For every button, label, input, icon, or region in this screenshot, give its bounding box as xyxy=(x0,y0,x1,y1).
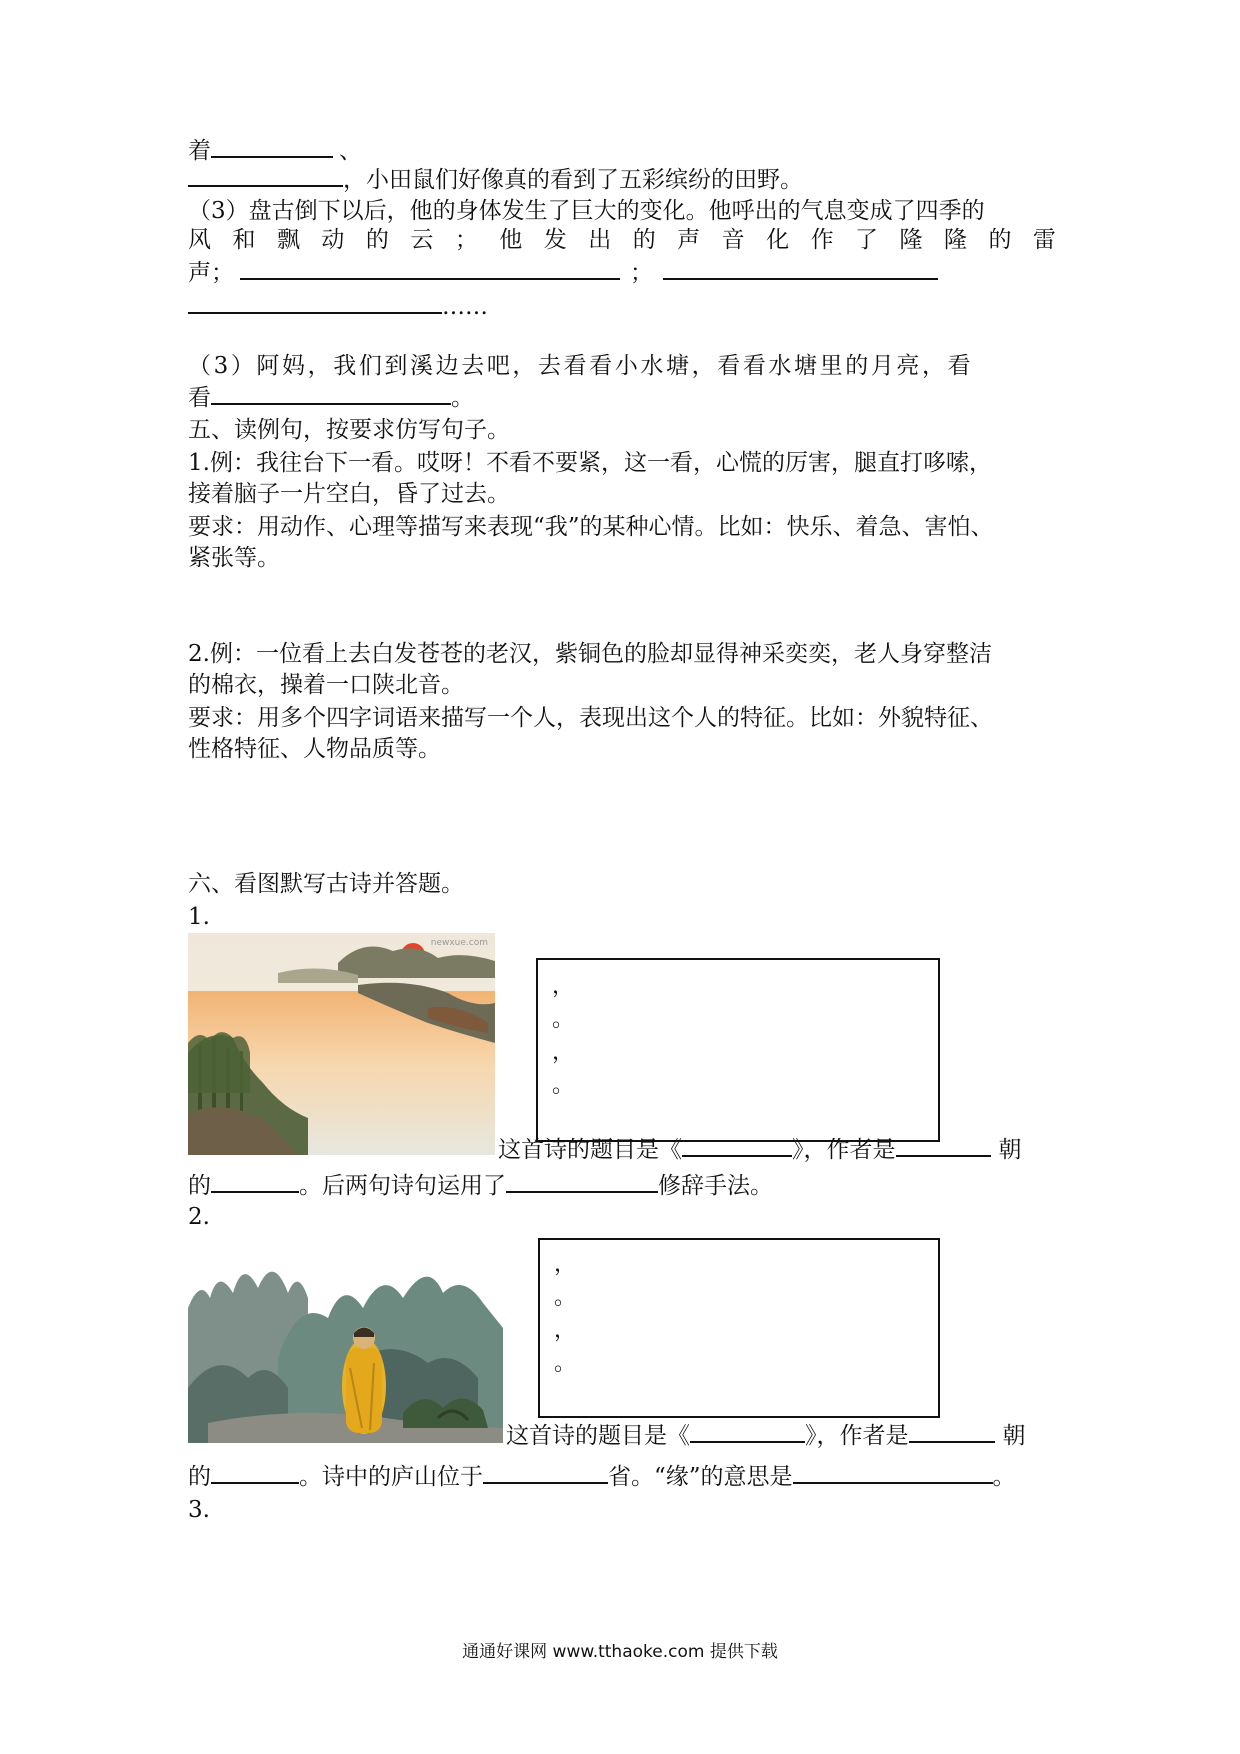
spaced-char: 隆 xyxy=(943,227,967,253)
requirement-text: 紧张等。 xyxy=(188,545,280,571)
period-mark: 。 xyxy=(554,1351,577,1376)
answer-blank[interactable] xyxy=(211,381,451,405)
title-blank[interactable] xyxy=(690,1419,805,1443)
poem2-question-line-b xyxy=(188,1460,1016,1493)
comma-mark: ， xyxy=(554,1318,577,1343)
spaced-char: 和 xyxy=(232,227,256,253)
example-text: 接着脑子一片空白，昏了过去。 xyxy=(188,481,510,507)
requirement-text: 要求：用动作、心理等描写来表现“我”的某种心情。比如：快乐、着急、害怕、 xyxy=(188,514,994,540)
period-mark: 。 xyxy=(554,1285,577,1310)
text: 。 xyxy=(992,1464,1016,1490)
text: 这首诗的题目是《 xyxy=(498,1137,682,1163)
text: 修辞手法。 xyxy=(658,1173,773,1199)
fill-line-2 xyxy=(188,163,803,196)
text: 着 xyxy=(188,138,211,164)
fill-line-3 xyxy=(188,256,938,289)
title-blank[interactable] xyxy=(682,1133,792,1157)
text: 看 xyxy=(188,385,211,411)
dynasty-blank[interactable] xyxy=(909,1419,995,1443)
footer-text: 通通好课网 www.tthaoke.com 提供下载 xyxy=(462,1642,778,1662)
section-title: 六、看图默写古诗并答题。 xyxy=(188,871,464,897)
text: 。后两句诗句运用了 xyxy=(299,1173,506,1199)
question-text: （3）盘古倒下以后，他的身体发生了巨大的变化。他呼出的气息变成了四季的 xyxy=(188,198,985,224)
text: ，小田鼠们好像真的看到了五彩缤纷的田野。 xyxy=(343,167,803,193)
text: ； xyxy=(630,260,653,286)
text: 》，作者是 xyxy=(805,1423,909,1449)
text: …… xyxy=(442,294,488,320)
text: 。 xyxy=(451,385,474,411)
poem2-question-line-a xyxy=(506,1419,1026,1452)
comma-mark: ， xyxy=(554,1252,577,1277)
lake-sunset-painting xyxy=(188,933,495,1155)
poem-answer-box-1[interactable] xyxy=(536,958,940,1142)
example-text: 1.例：我往台下一看。哎呀！不看不要紧，这一看，心慌的厉害，腿直打哆嗦， xyxy=(188,450,992,476)
answer-blank[interactable] xyxy=(240,256,620,280)
answer-blank[interactable] xyxy=(211,134,333,158)
spaced-char: 云 xyxy=(410,227,434,253)
fill-line-4 xyxy=(188,290,488,323)
answer-blank[interactable] xyxy=(188,290,442,314)
question-number: 1. xyxy=(188,904,210,930)
comma-mark: ， xyxy=(552,1040,575,1065)
spaced-char: 的 xyxy=(988,227,1012,253)
spaced-char: 的 xyxy=(365,227,389,253)
watermark-text: newxue.com xyxy=(430,938,488,948)
author-blank[interactable] xyxy=(211,1169,299,1193)
spaced-char: 化 xyxy=(766,227,790,253)
spaced-char: 风 xyxy=(188,227,211,253)
spaced-char: 的 xyxy=(632,227,656,253)
spaced-char: 飘 xyxy=(276,227,300,253)
requirement-text: 要求：用多个四字词语来描写一个人，表现出这个人的特征。比如：外貌特征、 xyxy=(188,705,993,731)
mountain-scholar-painting xyxy=(188,1238,503,1443)
spaced-char: 他 xyxy=(499,227,523,253)
period-mark: 。 xyxy=(552,1073,575,1098)
poem-answer-box-2[interactable] xyxy=(538,1238,940,1418)
question-number: 3. xyxy=(188,1497,210,1523)
author-blank[interactable] xyxy=(211,1460,299,1484)
period-mark: 。 xyxy=(552,1007,575,1032)
rhetoric-blank[interactable] xyxy=(506,1169,658,1193)
question-number: 2. xyxy=(188,1204,210,1230)
spaced-char: 雷 xyxy=(1032,227,1056,253)
text: 朝 xyxy=(1002,1423,1026,1449)
text: 的 xyxy=(188,1173,211,1199)
text: 》，作者是 xyxy=(792,1137,896,1163)
spaced-line xyxy=(188,224,1056,256)
spaced-char: 音 xyxy=(721,227,745,253)
spaced-char: ； xyxy=(454,227,478,253)
spaced-char: 出 xyxy=(588,227,612,253)
spaced-char: 隆 xyxy=(899,227,923,253)
dynasty-blank[interactable] xyxy=(896,1133,991,1157)
example-text: 的棉衣，操着一口陕北音。 xyxy=(188,672,464,698)
text: 的 xyxy=(188,1464,211,1490)
question-text: （3）阿妈，我们到溪边去吧，去看看小水塘，看看水塘里的月亮，看 xyxy=(188,353,974,379)
spaced-char: 发 xyxy=(543,227,567,253)
text: 这首诗的题目是《 xyxy=(506,1423,690,1449)
text: 、 xyxy=(339,138,362,164)
comma-mark: ， xyxy=(552,974,575,999)
requirement-text: 性格特征、人物品质等。 xyxy=(188,736,441,762)
text: 声； xyxy=(188,260,234,286)
spaced-char: 作 xyxy=(810,227,834,253)
meaning-blank[interactable] xyxy=(793,1460,993,1484)
poem1-question-line-a xyxy=(498,1133,1022,1166)
fill-line-5 xyxy=(188,381,474,414)
text: 省。“缘”的意思是 xyxy=(608,1464,793,1490)
spaced-char: 动 xyxy=(321,227,345,253)
section-title: 五、读例句，按要求仿写句子。 xyxy=(188,417,510,443)
example-text: 2.例：一位看上去白发苍苍的老汉，紫铜色的脸却显得神采奕奕，老人身穿整洁 xyxy=(188,641,992,667)
province-blank[interactable] xyxy=(483,1460,608,1484)
spaced-char: 声 xyxy=(677,227,701,253)
answer-blank[interactable] xyxy=(188,163,343,187)
text: 朝 xyxy=(998,1137,1022,1163)
poem1-question-line-b xyxy=(188,1169,773,1202)
spaced-char: 了 xyxy=(855,227,879,253)
answer-blank[interactable] xyxy=(663,256,938,280)
text: 。诗中的庐山位于 xyxy=(299,1464,483,1490)
